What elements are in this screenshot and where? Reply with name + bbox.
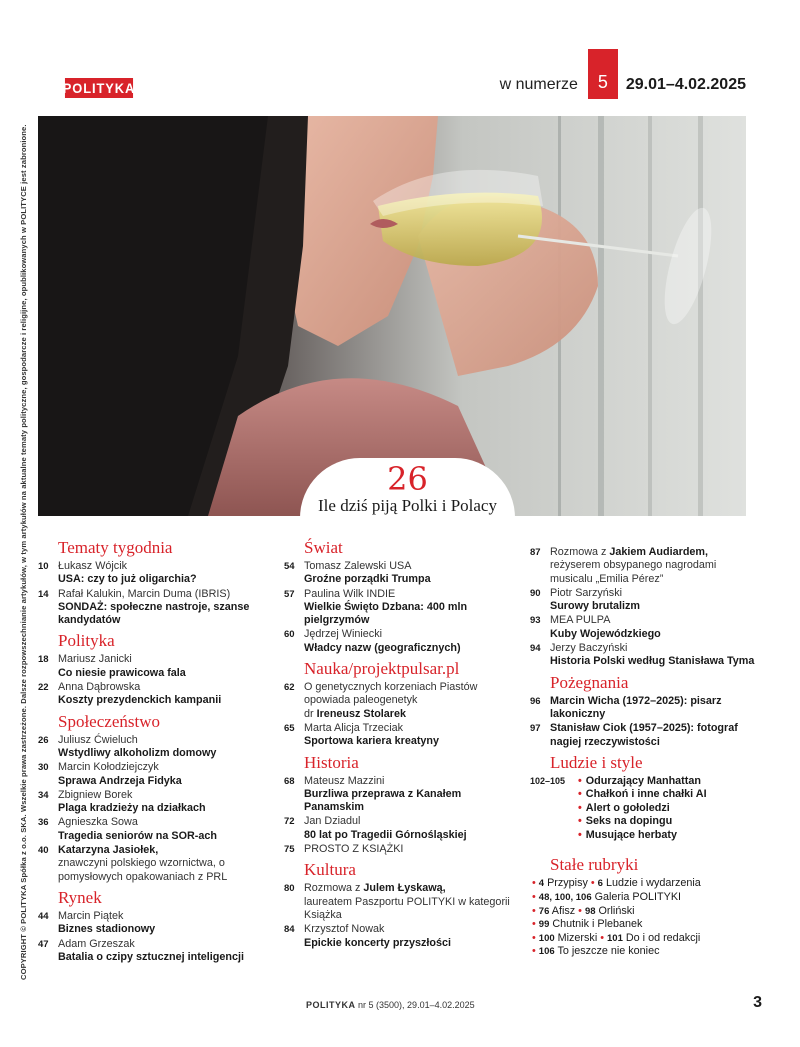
section-heading: Ludzie i style (550, 752, 643, 772)
toc-title: SONDAŻ: społeczne nastroje, szanse kandydatów (58, 600, 250, 627)
toc-page: 47 (38, 938, 49, 950)
toc-page: 57 (284, 588, 295, 600)
toc-entry[interactable] (530, 722, 760, 749)
toc-author: Juliusz Ćwieluch (58, 733, 138, 746)
toc-note: laureatem Paszportu POLITYKI w kategorii Książka (304, 895, 510, 921)
toc-column-2 (284, 534, 520, 951)
toc-page-range: 102–105 (530, 775, 566, 786)
toc-page: 87 (530, 547, 541, 558)
cover-story-title: Ile dziś piją Polki i Polacy (318, 496, 497, 515)
toc-page: 90 (530, 587, 541, 599)
toc-title: Groźne porządki Trumpa (304, 573, 431, 586)
toc-title: Co niesie prawicowa fala (58, 666, 186, 679)
toc-entry[interactable] (38, 734, 278, 761)
toc-entry[interactable] (38, 653, 278, 680)
toc-title: Wielkie Święto Dzbana: 400 mln pielgrzymów (304, 600, 468, 627)
toc-note: reżyserem obsypanego nagrodami musicalu „Emilia Pérez” (550, 559, 717, 585)
toc-page: 22 (38, 682, 49, 694)
woman-drinking-wine-illustration (38, 116, 746, 516)
toc-title: Julem Łyskawą, (363, 882, 446, 895)
toc-page: 4 (538, 878, 545, 890)
toc-author: Rozmowa z (550, 546, 607, 558)
toc-author: Adam Grzeszak (58, 937, 135, 950)
toc-author: PROSTO Z KSIĄŻKI (304, 843, 404, 856)
ludzie-i-style-list (530, 775, 760, 843)
toc-title: Kuby Wojewódzkiego (550, 627, 661, 640)
copyright-notice: COPYRIGHT © POLITYKA Spółka z o.o. SKA. Wszelkie prawa zastrzeżone. Dalsze rozpowszechnianie artykułów, w tym artykułów na aktualne tematy polityczne, gospodarcze i religijne, opublikowanych w POLITYCE jest zabronione. (19, 124, 28, 980)
list-item[interactable]: • 4 Przypisy • 6 Ludzie i wydarzenia (532, 877, 760, 891)
toc-entry[interactable] (284, 882, 520, 922)
toc-author: Jerzy Baczyński (550, 642, 628, 655)
toc-entry[interactable] (284, 923, 520, 950)
toc-title: Wstydliwy alkoholizm domowy (58, 746, 217, 759)
toc-author: MEA PULPA (550, 614, 611, 627)
toc-title: Mizerski (557, 931, 598, 944)
cover-photo (38, 116, 746, 516)
section-heading: Kultura (304, 860, 356, 880)
toc-entry[interactable] (530, 546, 760, 586)
page-number: 3 (753, 994, 762, 1011)
toc-page: 80 (284, 883, 295, 895)
toc-author: Tomasz Zalewski USA (304, 560, 412, 572)
toc-title: USA: czy to już oligarchia? (58, 573, 197, 586)
section-heading: Polityka (58, 631, 115, 651)
toc-title: Ireneusz Stolarek (316, 707, 407, 720)
toc-page: 62 (284, 682, 295, 694)
section-heading: Stałe rubryki (550, 855, 639, 875)
toc-page: 40 (38, 845, 49, 857)
toc-page: 94 (530, 643, 541, 655)
toc-entry[interactable] (38, 910, 278, 937)
polityka-logo: POLITYKA (62, 80, 136, 96)
cover-story[interactable] (300, 458, 515, 518)
toc-entry[interactable] (284, 775, 520, 815)
toc-page: 76 (538, 905, 550, 917)
toc-entry[interactable] (530, 642, 760, 669)
toc-entry[interactable] (38, 588, 278, 628)
toc-entry[interactable] (284, 843, 520, 856)
toc-title: Katarzyna Jasiołek, (58, 844, 159, 857)
toc-entry[interactable] (284, 628, 520, 655)
toc-title: Marcin Wicha (1972–2025): pisarz lakoniczny (550, 694, 722, 720)
toc-entry[interactable] (38, 560, 278, 587)
list-item[interactable]: • Alert o gołoledzi (578, 802, 707, 816)
toc-page: 106 (538, 946, 555, 958)
toc-title: Epickie koncerty przyszłości (304, 936, 452, 949)
toc-page: 44 (38, 910, 49, 922)
toc-entry[interactable] (284, 588, 520, 628)
toc-title: Burzliwa przeprawa z Kanałem Panamskim (304, 787, 462, 814)
toc-author: Anna Dąbrowska (58, 681, 141, 694)
toc-page: 60 (284, 629, 295, 641)
toc-page: 10 (38, 561, 49, 572)
section-page-number: 5 (588, 49, 618, 99)
toc-entry[interactable] (38, 761, 278, 788)
list-item[interactable] (532, 945, 760, 959)
issue-date: 29.01–4.02.2025 (625, 76, 746, 93)
toc-entry[interactable] (530, 695, 760, 722)
toc-title: Orliński (598, 904, 635, 917)
toc-page: 75 (284, 844, 295, 856)
toc-page: 93 (530, 615, 541, 627)
list-item[interactable] (532, 891, 760, 905)
toc-title: Przypisy (547, 877, 588, 890)
toc-author: Mariusz Janicki (58, 653, 132, 666)
toc-entry[interactable] (530, 614, 760, 641)
toc-page: 54 (284, 561, 295, 572)
toc-entry[interactable] (530, 587, 760, 614)
toc-page: 100 (538, 932, 555, 944)
section-heading: Rynek (58, 887, 102, 907)
toc-title: Do i od redakcji (625, 931, 701, 944)
toc-title: Afisz (551, 904, 576, 917)
toc-page: 6 (597, 878, 603, 890)
list-item[interactable]: • Odurzający Manhattan (578, 775, 707, 789)
toc-title: To jeszcze nie koniec (557, 945, 660, 958)
toc-author: Zbigniew Borek (58, 788, 133, 801)
toc-title: Batalia o czipy sztucznej inteligencji (58, 950, 244, 963)
toc-page: 84 (284, 924, 295, 936)
toc-page: 99 (538, 919, 550, 931)
toc-page: 26 (38, 734, 49, 746)
list-item[interactable]: • Chałkoń i inne chałki AI (578, 788, 707, 802)
toc-page: 48, 100, 106 (538, 891, 592, 903)
toc-author: Rozmowa z (304, 882, 361, 895)
toc-author: Rafał Kalukin, Marcin Duma (IBRIS) (58, 587, 231, 600)
section-heading: Społeczeństwo (58, 711, 160, 731)
toc-page: 34 (38, 789, 49, 801)
toc-author: Jan Dziadul (304, 815, 361, 828)
list-item[interactable]: • Musujące herbaty (578, 829, 707, 843)
section-heading: Pożegnania (550, 672, 629, 692)
toc-entry[interactable] (38, 938, 278, 965)
toc-title: Ludzie i wydarzenia (605, 877, 701, 890)
list-item[interactable]: • 76 Afisz • 98 Orliński (532, 905, 760, 919)
toc-title: Biznes stadionowy (58, 923, 156, 936)
toc-title: Historia Polski według Stanisława Tyma (550, 655, 755, 668)
toc-author-prefix: dr (304, 707, 314, 720)
toc-author: Jędrzej Winiecki (304, 628, 382, 641)
toc-author: Marcin Kołodziejczyk (58, 761, 159, 774)
toc-author: Marta Alicja Trzeciak (304, 721, 404, 734)
toc-entry[interactable] (284, 815, 520, 842)
section-heading: Tematy tygodnia (58, 538, 173, 557)
toc-author: Paulina Wilk INDIE (304, 587, 396, 600)
issue-label: w numerze (499, 76, 578, 93)
section-heading: Nauka/projektpulsar.pl (304, 659, 460, 679)
toc-title: Tragedia seniorów na SOR-ach (58, 829, 217, 842)
toc-title: Plaga kradzieży na działkach (58, 802, 206, 815)
toc-page: 14 (38, 588, 49, 600)
toc-title: Jakiem Audiardem, (609, 546, 709, 558)
toc-page: 18 (38, 654, 49, 666)
toc-page: 96 (530, 695, 541, 707)
list-item[interactable]: • 100 Mizerski • 101 Do i od redakcji (532, 932, 760, 946)
page-footer (306, 1000, 475, 1010)
toc-note: znawczyni polskiego wzornictwa, o pomysłowych opakowaniach z PRL (58, 857, 228, 883)
toc-title: Koszty prezydenckich kampanii (58, 694, 222, 707)
toc-title: Chutnik i Plebanek (552, 918, 643, 931)
toc-page: 72 (284, 816, 295, 828)
toc-entry[interactable] (284, 560, 520, 587)
list-item[interactable]: • Seks na dopingu (578, 815, 707, 829)
toc-author: Agnieszka Sowa (58, 816, 138, 829)
toc-author: Łukasz Wójcik (58, 560, 127, 572)
toc-title: Władcy nazw (geograficznych) (304, 641, 461, 654)
toc-title: Galeria POLITYKI (594, 890, 682, 903)
section-heading: Historia (304, 752, 359, 772)
toc-page: 98 (584, 905, 596, 917)
toc-author: Krzysztof Nowak (304, 923, 385, 936)
toc-column-3 (530, 546, 760, 959)
list-item[interactable] (532, 918, 760, 932)
toc-page: 65 (284, 722, 295, 734)
toc-title: Sprawa Andrzeja Fidyka (58, 774, 182, 787)
toc-page: 97 (530, 723, 541, 735)
toc-column-1 (38, 534, 278, 965)
toc-author: Piotr Sarzyński (550, 586, 622, 599)
toc-title: 80 lat po Tragedii Górnośląskiej (304, 828, 467, 841)
toc-page: 101 (607, 932, 623, 944)
footer-brand: POLITYKA (306, 1000, 356, 1010)
toc-entry[interactable] (38, 681, 278, 708)
toc-entry[interactable] (38, 816, 278, 843)
toc-author: Mateusz Mazzini (304, 774, 385, 787)
toc-title: Sportowa kariera kreatyny (304, 735, 440, 748)
toc-entry[interactable] (38, 844, 278, 884)
toc-page: 36 (38, 817, 49, 829)
toc-entry[interactable] (284, 681, 520, 721)
toc-entry[interactable] (284, 722, 520, 749)
toc-author: O genetycznych korzeniach Piastów opowiada paleogenetyk (304, 681, 478, 707)
toc-title: Surowy brutalizm (550, 600, 640, 613)
toc-author: Marcin Piątek (58, 909, 124, 922)
section-heading: Świat (304, 538, 343, 557)
toc-entry[interactable] (38, 789, 278, 816)
footer-issue: nr 5 (3500), 29.01–4.02.2025 (358, 1000, 475, 1010)
cover-story-page: 26 (387, 460, 428, 498)
stale-rubryki-list (532, 877, 760, 959)
toc-page: 68 (284, 775, 295, 787)
issue-header (500, 70, 746, 100)
toc-page: 30 (38, 762, 49, 774)
toc-title: Stanisław Ciok (1957–2025): fotograf nagiej rzeczywistości (550, 722, 738, 748)
